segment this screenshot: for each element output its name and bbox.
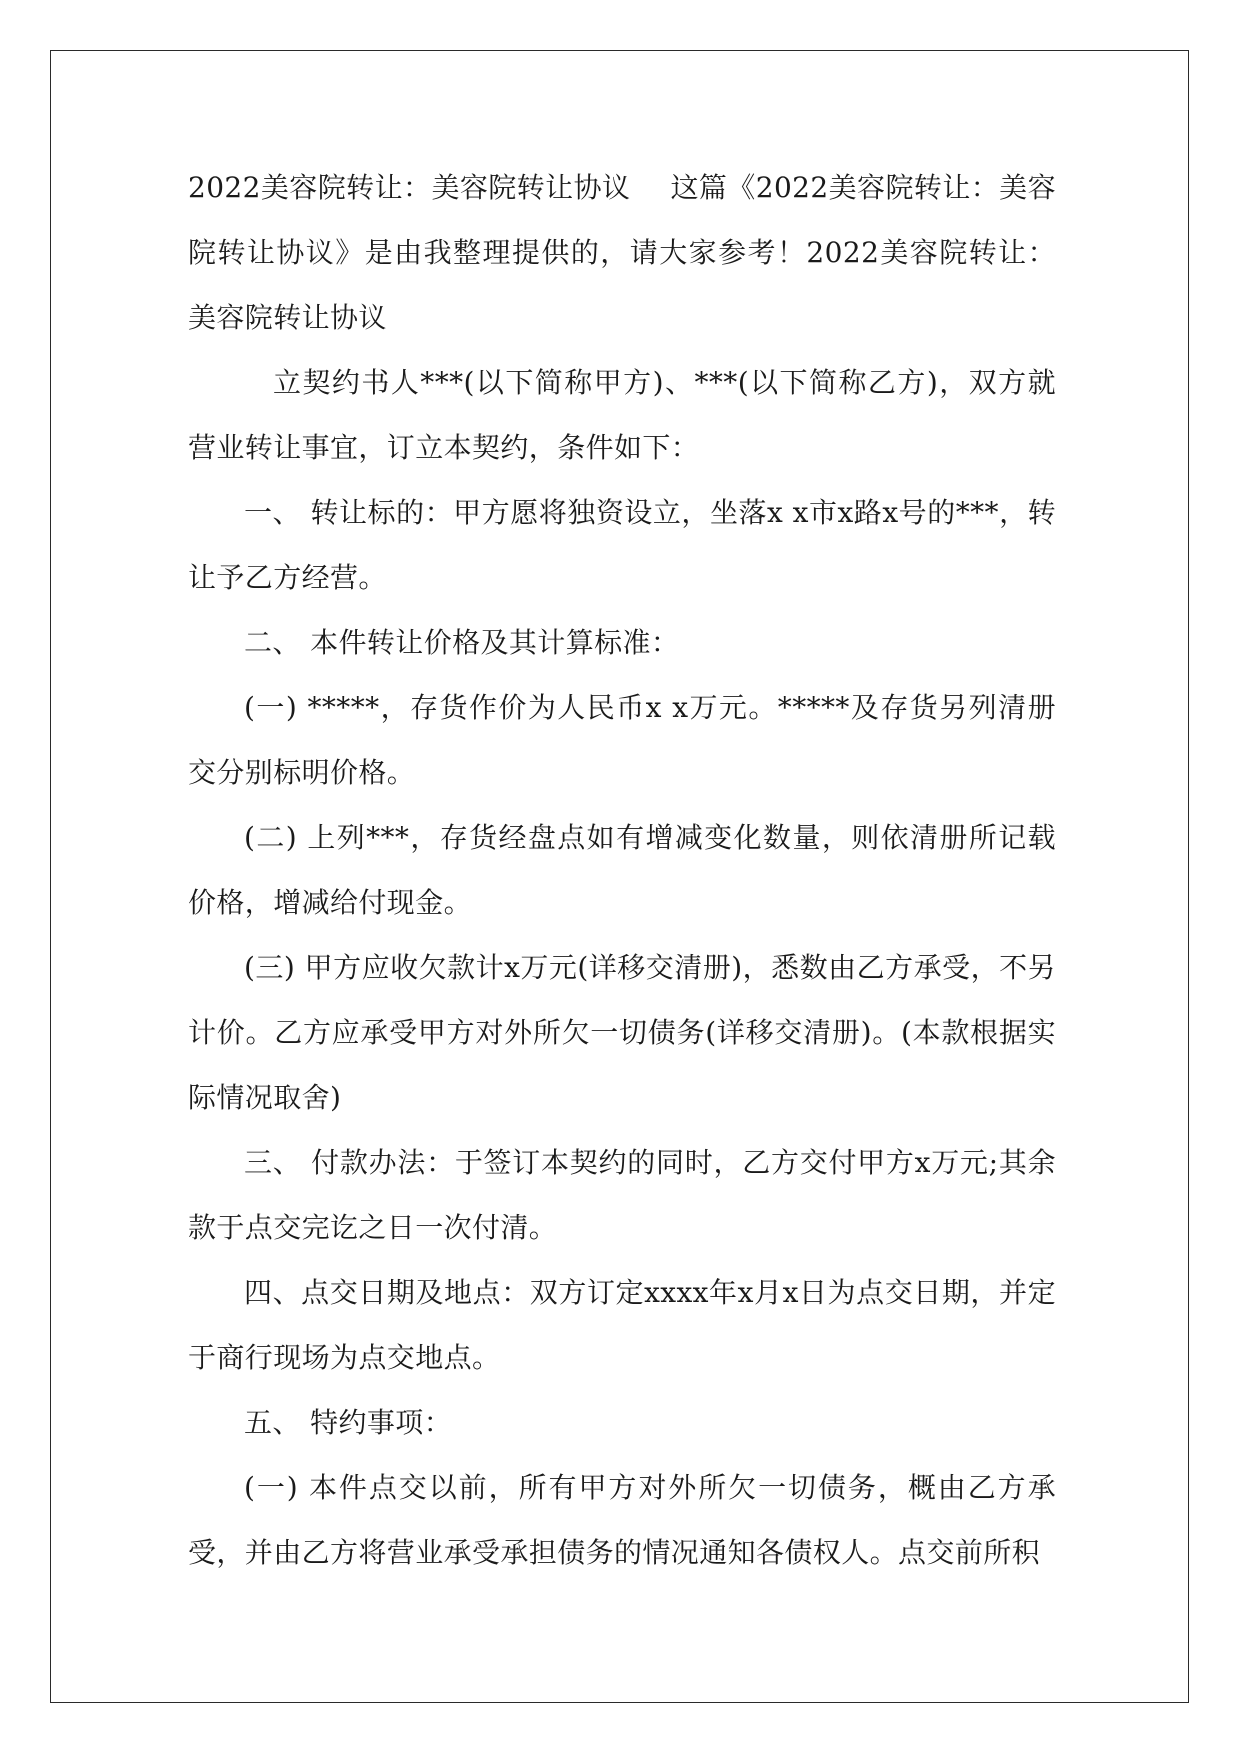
paragraph-clause-4: 四、点交日期及地点：双方订定xxxx年x月x日为点交日期，并定于商行现场为点交地点。 [188, 1276, 1056, 1374]
document-body [188, 155, 1056, 1585]
paragraph-clause-2-item-3: (三) 甲方应收欠款计x万元(详移交清册)，悉数由乙方承受，不另计价。乙方应承受甲方对外所欠一切债务(详移交清册)。(本款根据实际情况取舍) [188, 951, 1056, 1114]
document-title-paragraph [188, 155, 1056, 350]
paragraph-clause-5-item-1: (一) 本件点交以前，所有甲方对外所欠一切债务，概由乙方承受，并由乙方将营业承受承担债务的情况通知各债权人。点交前所积 [188, 1471, 1056, 1569]
paragraph-parties: 立契约书人***(以下简称甲方)、***(以下简称乙方)，双方就营业转让事宜，订立本契约，条件如下： [188, 366, 1056, 464]
paragraph-clause-2-item-1: (一) *****，存货作价为人民币x x万元。*****及存货另列清册交分别标明价格。 [188, 691, 1056, 789]
paragraph-clause-2: 二、 本件转让价格及其计算标准： [244, 626, 680, 659]
paragraph-clause-1: 一、 转让标的：甲方愿将独资设立，坐落x x市x路x号的***，转让予乙方经营。 [188, 496, 1056, 594]
document-intro: 这篇《2022美容院转让：美容院转让协议》是由我整理提供的，请大家参考！2022美容院转让：美容院转让协议 [188, 171, 1056, 334]
paragraph-clause-2-item-2: (二) 上列***，存货经盘点如有增减变化数量，则依清册所记载价格，增减给付现金。 [188, 821, 1056, 919]
paragraph-clause-5: 五、 特约事项： [244, 1406, 453, 1439]
paragraph-clause-3: 三、 付款办法：于签订本契约的同时，乙方交付甲方x万元;其余款于点交完讫之日一次付清。 [188, 1146, 1056, 1244]
document-heading: 2022美容院转让：美容院转让协议 [188, 171, 631, 204]
